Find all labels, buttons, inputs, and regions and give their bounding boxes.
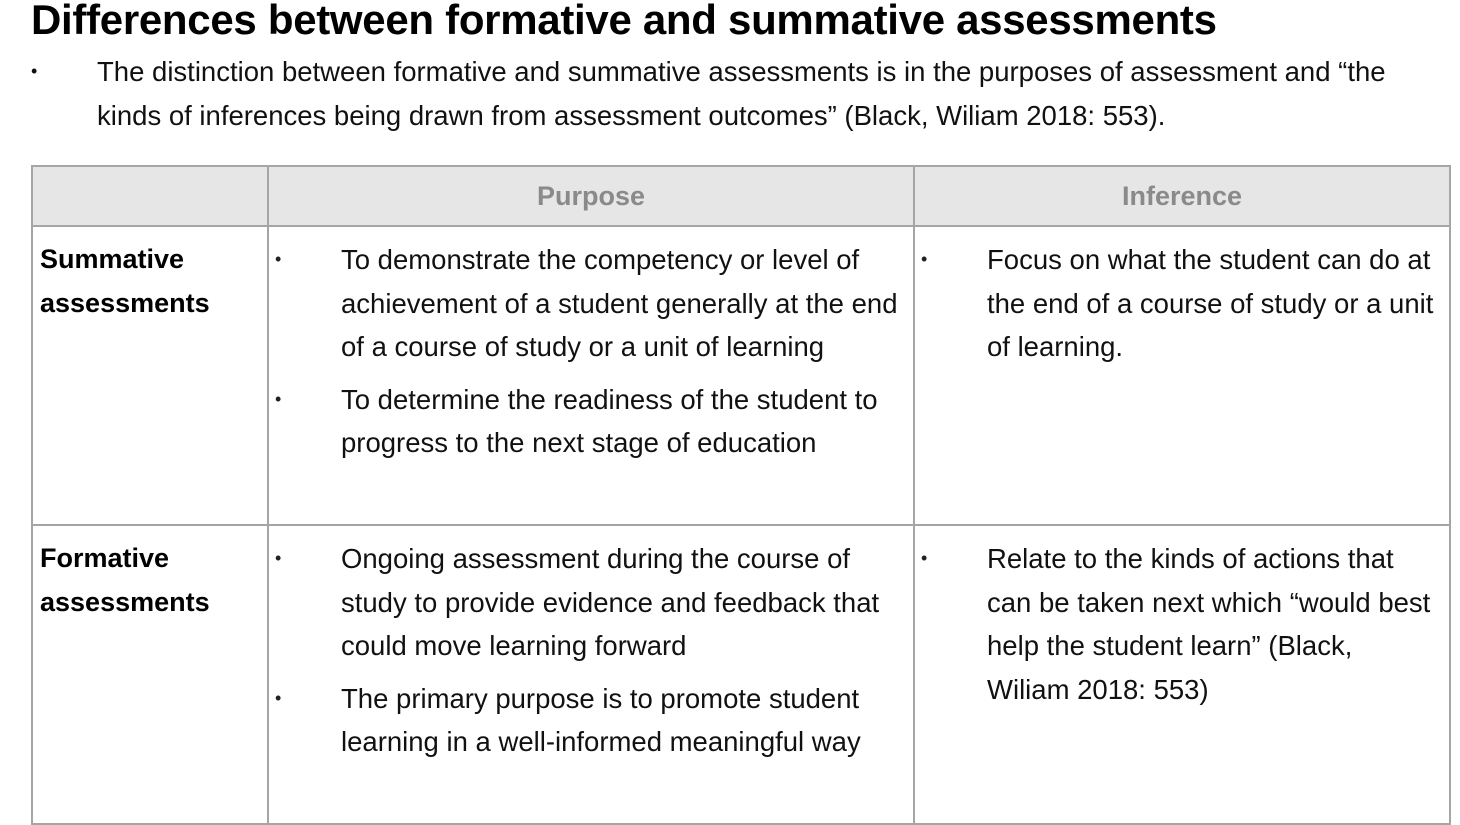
summative-inference-cell xyxy=(914,226,1450,525)
comparison-table xyxy=(31,165,1451,825)
bullet-icon: • xyxy=(275,249,282,269)
bullet-icon: • xyxy=(921,249,928,269)
row-label-summative: Summative assessments xyxy=(32,226,268,525)
formative-purpose-list xyxy=(269,526,913,772)
list-item-text: To demonstrate the competency or level of achievement of a student generally at the end of a course of study or a unit of learning xyxy=(341,244,898,362)
header-inference: Inference xyxy=(914,166,1450,226)
table-row-formative xyxy=(32,525,1450,824)
header-empty-cell xyxy=(32,166,268,226)
formative-inference-list xyxy=(915,526,1449,719)
summative-inference-list xyxy=(915,227,1449,377)
summative-purpose-cell xyxy=(268,226,914,525)
bullet-icon: • xyxy=(275,548,282,568)
list-item xyxy=(269,677,905,764)
list-item xyxy=(915,238,1441,369)
summative-purpose-list xyxy=(269,227,913,473)
formative-inference-cell xyxy=(914,525,1450,824)
list-item-text: Focus on what the student can do at the end of a course of study or a unit of learning. xyxy=(987,244,1434,362)
list-item-text: Ongoing assessment during the course of study to provide evidence and feedback that could move learning forward xyxy=(341,543,880,661)
list-item-text: The primary purpose is to promote student learning in a well-informed meaningful way xyxy=(341,682,861,757)
list-item xyxy=(269,238,905,369)
list-item xyxy=(269,378,905,465)
formative-purpose-cell xyxy=(268,525,914,824)
header-purpose: Purpose xyxy=(268,166,914,226)
bullet-icon: • xyxy=(275,687,282,708)
page-title: Differences between formative and summative assessments xyxy=(31,0,1217,43)
list-item xyxy=(915,537,1441,711)
list-item-text: Relate to the kinds of actions that can be taken next which “would best help the student learn” (Black, Wiliam 2018: 553) xyxy=(987,543,1431,705)
intro-paragraph xyxy=(31,50,1441,137)
bullet-icon: • xyxy=(275,388,282,409)
intro-text: The distinction between formative and summative assessments is in the purposes of assessment and “the kinds of inferences being drawn from assessment outcomes” (Black, Wiliam 2018: 553). xyxy=(97,56,1386,131)
table-row-summative xyxy=(32,226,1450,525)
bullet-icon: • xyxy=(921,548,928,568)
bullet-icon: • xyxy=(31,61,38,81)
row-label-formative: Formative assessments xyxy=(32,525,268,824)
list-item-text: To determine the readiness of the student to progress to the next stage of education xyxy=(341,383,878,458)
list-item xyxy=(269,537,905,668)
table-header-row xyxy=(32,166,1450,226)
